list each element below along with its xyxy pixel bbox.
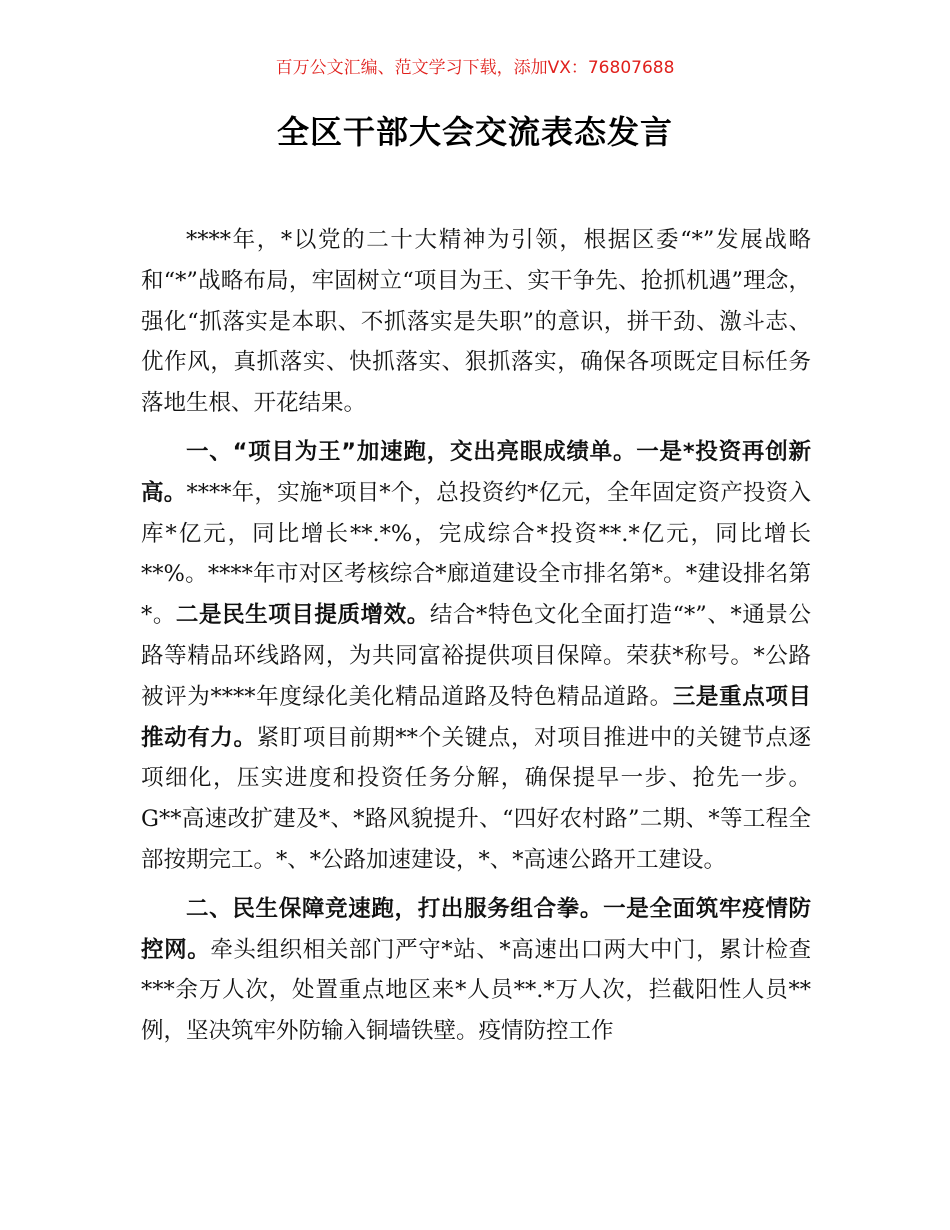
section-1-item-3-text: 紧盯项目前期**个关键点，对项目推进中的关键节点逐项细化，压实进度和投资任务分解，确保提早一步、抢先一步。G**高速改扩建及*、*路风貌提升、“四好农村路”二期、*等工程全部按期完工。*、*公路加速建设，*、*高速公路开工建设。 (141, 724, 811, 873)
section-2-item-1-text: 牵头组织相关部门严守*站、*高速出口两大中门，累计检查***余万人次，处置重点地区来*人员**.*万人次，拦截阳性人员**例，坚决筑牢外防输入铜墙铁壁。疫情防控工作 (141, 936, 811, 1045)
section-1-item-3-title: 三是重点项目推动有力。 (141, 683, 811, 751)
watermark-header: 百万公文汇编、范文学习下载，添加VX：76807688 (275, 58, 675, 78)
section-1-item-2-title: 二是民生项目提质增效。 (175, 602, 430, 629)
section-1-item-1-title: 一是*投资再创新高。 (141, 438, 811, 506)
section-1-item-2-text: 结合*特色文化全面打造“*”、*通景公路等精品环线路网，为共同富裕提供项目保障。荣获*称号。*公路被评为****年度绿化美化精品道路及特色精品道路。 (141, 602, 811, 710)
section-1-heading: 一、“项目为王”加速跑，交出亮眼成绩单。 (186, 438, 637, 465)
section-2-heading: 二、民生保障竞速跑，打出服务组合拳。 (186, 895, 604, 922)
section-1-paragraph (141, 432, 811, 881)
document-title: 全区干部大会交流表态发言 (276, 113, 673, 151)
section-1-item-1-text: ****年，实施*项目*个，总投资约*亿元，全年固定资产投资入库*亿元，同比增长**.*%，完成综合*投资**.*亿元，同比增长**%。****年市对区考核综合*廊道建设全市排名第*。*建设排名第*。 (141, 479, 811, 629)
section-2-item-1-title: 一是全面筑牢疫情防控网。 (141, 895, 811, 963)
section-2-paragraph (141, 889, 811, 1052)
intro-paragraph: ****年，*以党的二十大精神为引领，根据区委“*”发展战略和“*”战略布局，牢固树立“项目为王、实干争先、抢抓机遇”理念，强化“抓落实是本职、不抓落实是失职”的意识，拼干劲、激斗志、优作风，真抓落实、快抓落实、狠抓落实，确保各项既定目标任务落地生根、开花结果。 (141, 227, 811, 417)
document-body (141, 220, 811, 1052)
